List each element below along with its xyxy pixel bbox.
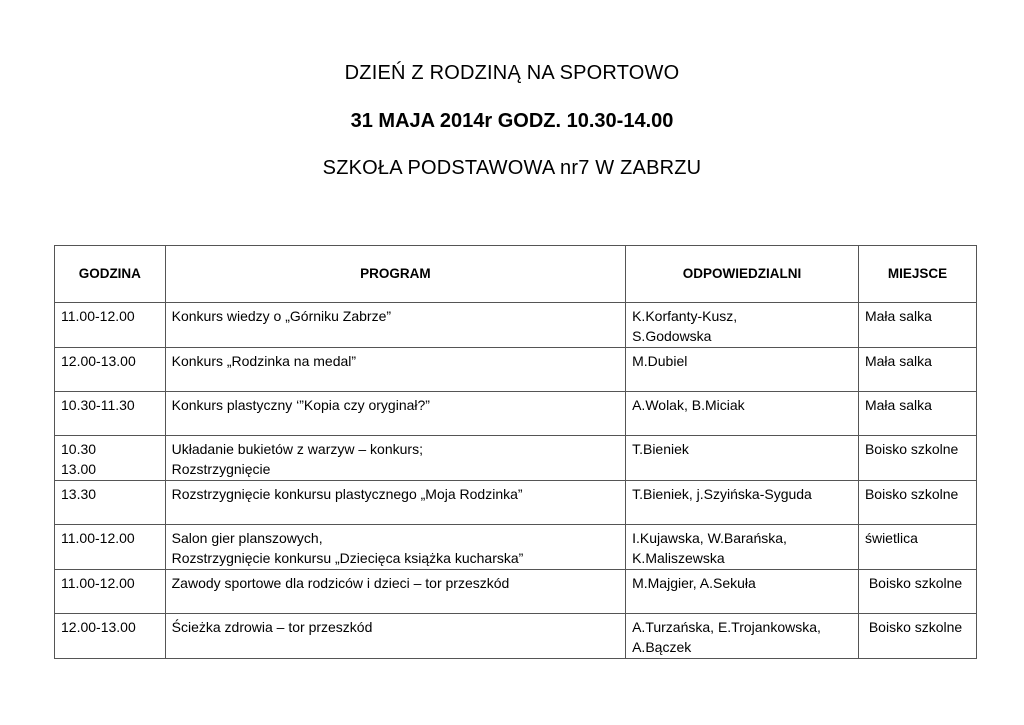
table-row — [55, 348, 977, 392]
cell-odpowiedzialni-line: M.Dubiel — [632, 353, 688, 369]
cell-godzina-line: 10.30-11.30 — [61, 397, 135, 413]
cell-odpowiedzialni-line: T.Bieniek — [632, 441, 689, 457]
cell-program — [165, 525, 625, 570]
schedule-table — [54, 245, 977, 659]
column-header-program: PROGRAM — [165, 246, 625, 303]
table-row — [55, 392, 977, 436]
cell-program-line: Układanie bukietów z warzyw – konkurs; — [171, 441, 423, 457]
cell-odpowiedzialni-line: I.Kujawska, W.Barańska, — [632, 530, 787, 546]
event-title: DZIEŃ Z RODZINĄ NA SPORTOWO — [344, 62, 680, 84]
cell-odpowiedzialni-line: A.Wolak, B.Miciak — [632, 397, 745, 413]
cell-odpowiedzialni — [626, 303, 859, 348]
table-row — [55, 481, 977, 525]
cell-odpowiedzialni — [626, 481, 859, 525]
cell-odpowiedzialni-line: A.Bączek — [632, 639, 692, 655]
cell-godzina-line: 10.30 — [61, 441, 97, 457]
cell-odpowiedzialni — [626, 570, 859, 614]
column-header-odpowiedzialni: ODPOWIEDZIALNI — [626, 246, 859, 303]
table-row — [55, 614, 977, 659]
cell-miejsce: Boisko szkolne — [858, 570, 976, 614]
cell-godzina — [55, 348, 166, 392]
cell-godzina — [55, 525, 166, 570]
cell-godzina-line: 13.30 — [61, 486, 97, 502]
cell-program-line: Zawody sportowe dla rodziców i dzieci – tor przeszkód — [171, 575, 510, 591]
cell-miejsce: Boisko szkolne — [858, 481, 976, 525]
cell-program-line: Salon gier planszowych, — [171, 530, 323, 546]
cell-godzina — [55, 570, 166, 614]
cell-program — [165, 481, 625, 525]
cell-odpowiedzialni — [626, 348, 859, 392]
cell-odpowiedzialni-line: S.Godowska — [632, 328, 712, 344]
cell-odpowiedzialni-line: A.Turzańska, E.Trojankowska, — [632, 619, 821, 635]
cell-program-line: Ścieżka zdrowia – tor przeszkód — [171, 619, 373, 635]
cell-program — [165, 303, 625, 348]
cell-program-line: Rozstrzygnięcie konkursu „Dziecięca książka kucharska” — [171, 550, 524, 566]
cell-godzina — [55, 392, 166, 436]
cell-godzina-line: 13.00 — [61, 461, 97, 477]
cell-godzina — [55, 481, 166, 525]
cell-program-line: Konkurs wiedzy o „Górniku Zabrze” — [171, 308, 392, 324]
cell-odpowiedzialni-line: M.Majgier, A.Sekuła — [632, 575, 756, 591]
cell-godzina-line: 11.00-12.00 — [61, 575, 135, 591]
cell-odpowiedzialni — [626, 392, 859, 436]
cell-odpowiedzialni — [626, 525, 859, 570]
table-row — [55, 303, 977, 348]
table-row — [55, 570, 977, 614]
cell-odpowiedzialni — [626, 614, 859, 659]
cell-godzina — [55, 303, 166, 348]
cell-miejsce: świetlica — [858, 525, 976, 570]
table-header-row — [55, 246, 977, 303]
cell-godzina — [55, 436, 166, 481]
cell-odpowiedzialni-line: K.Maliszewska — [632, 550, 725, 566]
cell-program-line: Rozstrzygnięcie konkursu plastycznego „Moja Rodzinka” — [171, 486, 523, 502]
cell-program-line: Konkurs plastyczny ‘”Kopia czy oryginał?” — [171, 397, 430, 413]
cell-program-line: Rozstrzygnięcie — [171, 461, 271, 477]
cell-program — [165, 348, 625, 392]
cell-odpowiedzialni-line: K.Korfanty-Kusz, — [632, 308, 738, 324]
cell-miejsce: Mała salka — [858, 348, 976, 392]
cell-miejsce: Mała salka — [858, 303, 976, 348]
cell-godzina-line: 11.00-12.00 — [61, 530, 135, 546]
column-header-miejsce: MIEJSCE — [858, 246, 976, 303]
cell-program — [165, 570, 625, 614]
cell-program — [165, 392, 625, 436]
table-row — [55, 436, 977, 481]
cell-miejsce: Mała salka — [858, 392, 976, 436]
cell-miejsce: Boisko szkolne — [858, 436, 976, 481]
column-header-godzina: GODZINA — [55, 246, 166, 303]
cell-program — [165, 614, 625, 659]
cell-godzina-line: 12.00-13.00 — [61, 353, 136, 369]
cell-odpowiedzialni-line: T.Bieniek, j.Szyińska-Syguda — [632, 486, 812, 502]
event-date-time: 31 MAJA 2014r GODZ. 10.30-14.00 — [350, 110, 674, 132]
cell-godzina — [55, 614, 166, 659]
cell-program — [165, 436, 625, 481]
event-location: SZKOŁA PODSTAWOWA nr7 W ZABRZU — [322, 157, 702, 179]
cell-program-line: Konkurs „Rodzinka na medal” — [171, 353, 357, 369]
cell-miejsce: Boisko szkolne — [858, 614, 976, 659]
cell-odpowiedzialni — [626, 436, 859, 481]
table-row — [55, 525, 977, 570]
cell-godzina-line: 11.00-12.00 — [61, 308, 135, 324]
cell-godzina-line: 12.00-13.00 — [61, 619, 136, 635]
